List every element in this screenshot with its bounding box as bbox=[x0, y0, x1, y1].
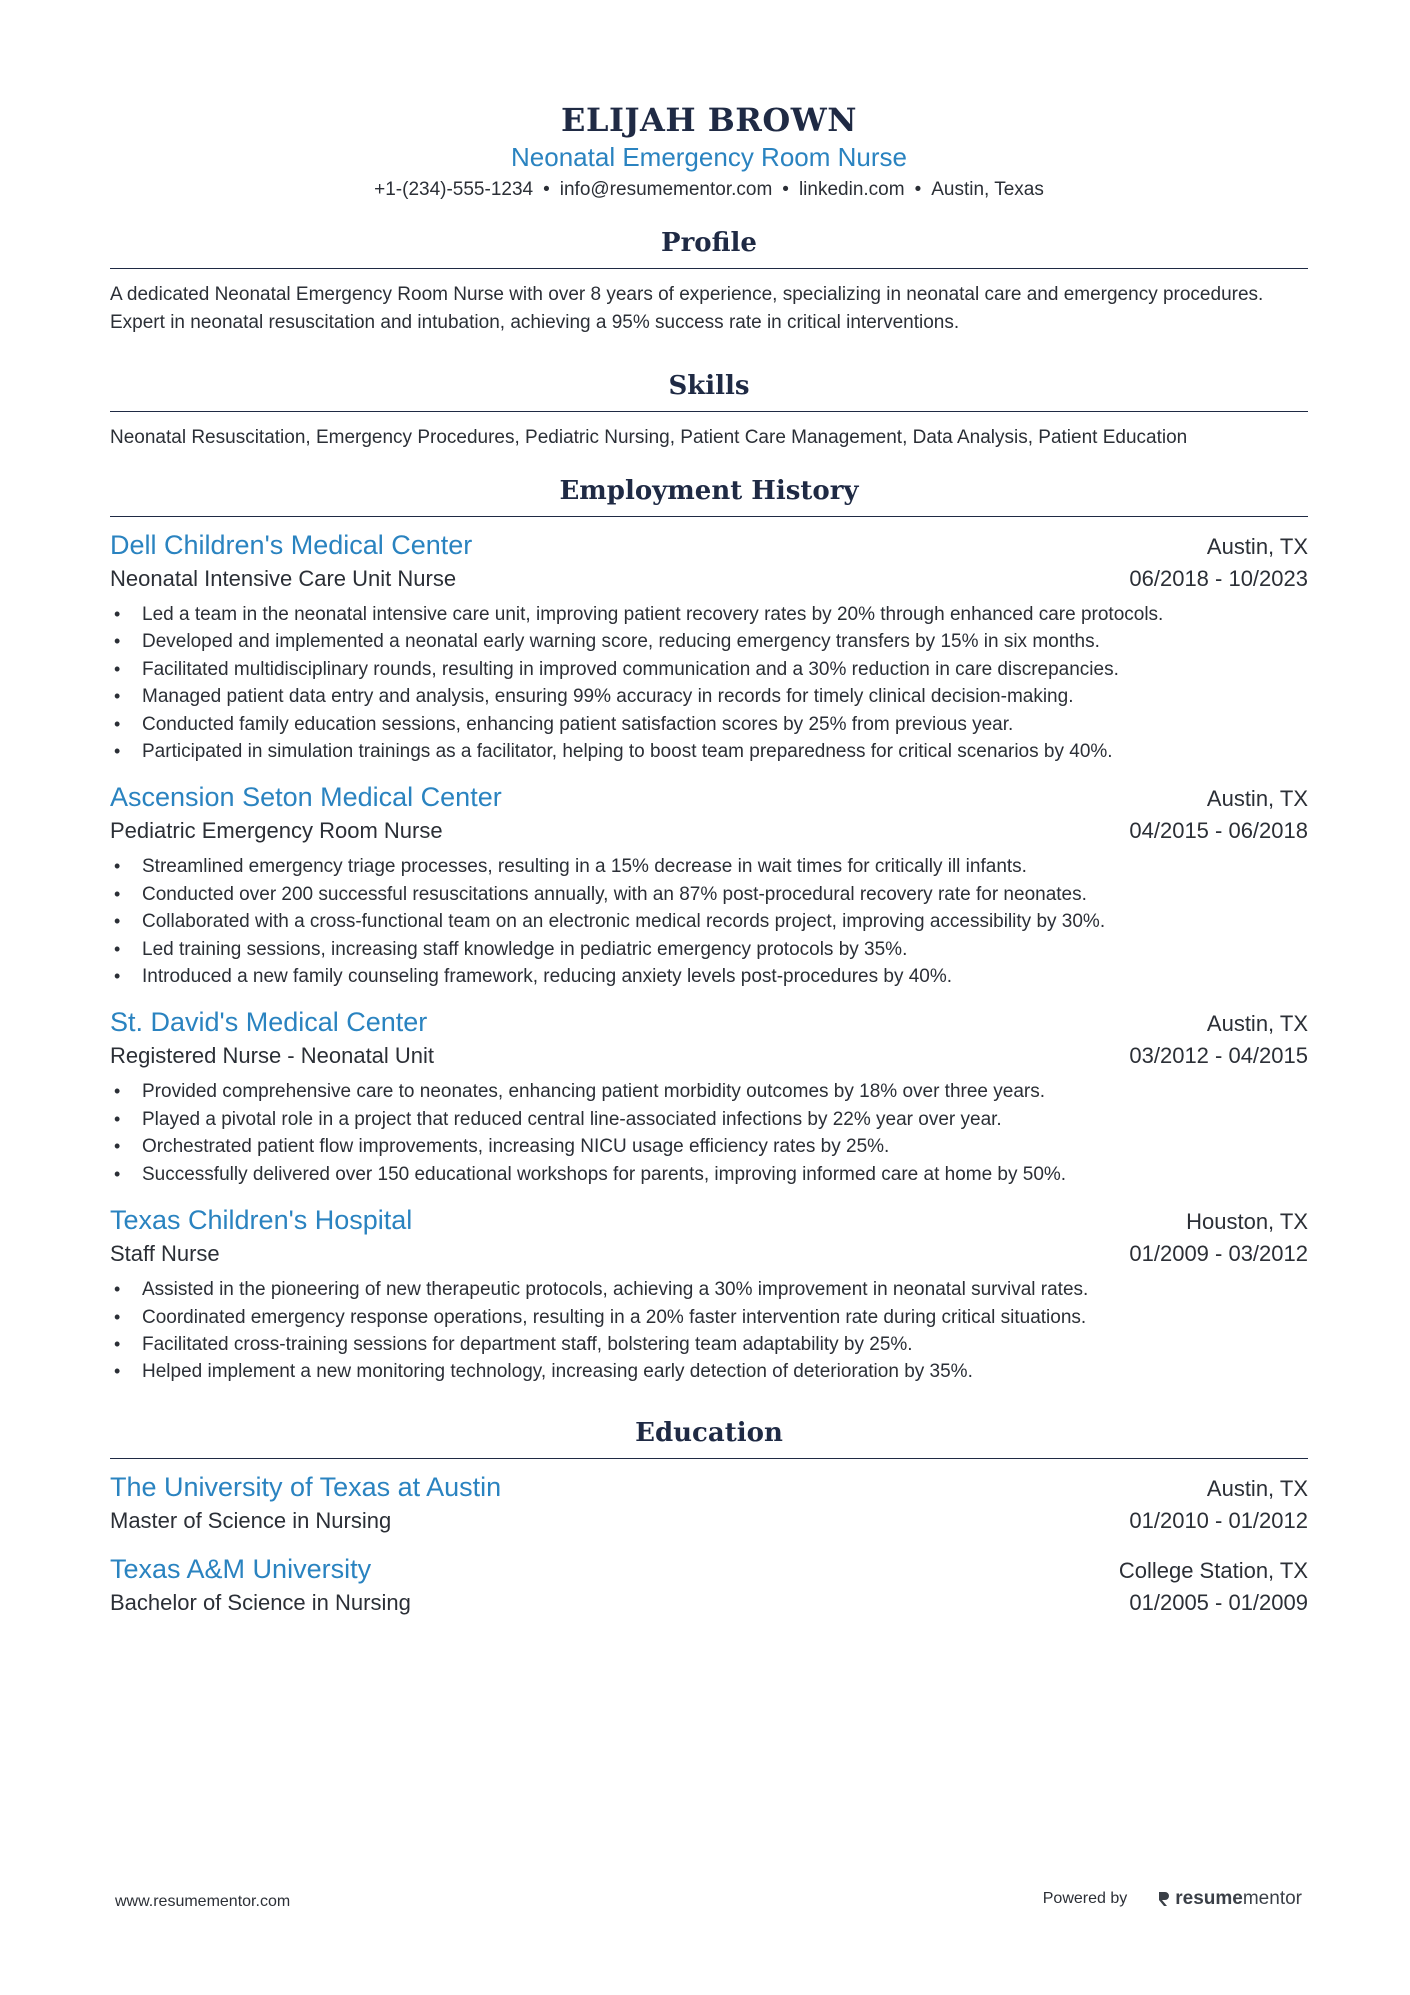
job-bullet: • Successfully delivered over 150 educational workshops for parents, improving informed care at home by 50%. bbox=[110, 1161, 1308, 1188]
section-heading-skills: Skills bbox=[110, 369, 1308, 412]
education-school: The University of Texas at Austin bbox=[110, 1471, 502, 1502]
job-location: Austin, TX bbox=[1206, 534, 1308, 559]
job-company: Texas Children's Hospital bbox=[110, 1205, 413, 1236]
education-location: Austin, TX bbox=[1206, 1475, 1308, 1501]
candidate-name: ELIJAH BROWN bbox=[561, 101, 857, 139]
contact-line bbox=[110, 176, 1308, 204]
contact-linkedin[interactable]: linkedin.com bbox=[798, 179, 905, 200]
contact-email[interactable]: info@resumementor.com bbox=[559, 179, 773, 200]
job-bullet: • Managed patient data entry and analysis, ensuring 99% accuracy in records for timely clinical decision-making. bbox=[110, 683, 1308, 710]
footer-branding bbox=[1043, 1888, 1302, 1910]
job-bullet: • Developed and implemented a neonatal early warning score, reducing emergency transfers by 15% in six months. bbox=[110, 628, 1308, 655]
education-degree: Master of Science in Nursing bbox=[110, 1507, 392, 1533]
job-company: Ascension Seton Medical Center bbox=[110, 782, 502, 813]
job-bullet: • Led training sessions, increasing staff knowledge in pediatric emergency protocols by 35%. bbox=[110, 936, 1308, 963]
education-subheader-row bbox=[110, 1505, 1308, 1537]
education-dates: 01/2010 - 01/2012 bbox=[1129, 1507, 1308, 1533]
job-title: Staff Nurse bbox=[110, 1241, 220, 1267]
profile-section bbox=[110, 226, 1308, 337]
education-header-row bbox=[110, 1551, 1308, 1587]
job-location: Austin, TX bbox=[1206, 786, 1308, 812]
job-bullet: • Conducted family education sessions, enhancing patient satisfaction scores by 25% from previous year. bbox=[110, 711, 1308, 738]
powered-by-label: Powered by bbox=[1042, 1890, 1128, 1907]
section-heading-profile: Profile bbox=[110, 226, 1308, 269]
job-entry bbox=[110, 527, 1308, 765]
job-entry bbox=[110, 1202, 1308, 1386]
education-entry bbox=[110, 1551, 1308, 1619]
job-company: St. David's Medical Center bbox=[110, 1007, 428, 1038]
education-location: College Station, TX bbox=[1118, 1557, 1308, 1583]
section-heading-education: Education bbox=[110, 1416, 1308, 1459]
job-bullet: • Assisted in the pioneering of new therapeutic protocols, achieving a 30% improvement in neonatal survival rates. bbox=[110, 1276, 1308, 1303]
job-entry bbox=[110, 779, 1308, 990]
education-school: Texas A&M University bbox=[110, 1553, 372, 1584]
skills-text: Neonatal Resuscitation, Emergency Procedures, Pediatric Nursing, Patient Care Management, Data Analysis, Patient Education bbox=[110, 427, 1188, 448]
job-subheader-row bbox=[110, 815, 1308, 847]
contact-phone: +1-(234)-555-1234 bbox=[374, 179, 534, 200]
job-subheader-row bbox=[110, 563, 1308, 595]
separator-dot: • bbox=[914, 179, 922, 200]
job-dates: 03/2012 - 04/2015 bbox=[1129, 1043, 1308, 1069]
job-bullet: • Played a pivotal role in a project that reduced central line-associated infections by 22% year over year. bbox=[110, 1106, 1308, 1133]
education-degree: Bachelor of Science in Nursing bbox=[110, 1589, 411, 1615]
brand-name-part1: resume bbox=[1175, 1888, 1243, 1909]
education-header-row bbox=[110, 1469, 1308, 1505]
candidate-role: Neonatal Emergency Room Nurse bbox=[511, 142, 907, 172]
job-subheader-row bbox=[110, 1238, 1308, 1270]
job-bullets bbox=[110, 853, 1308, 990]
resumementor-logo-icon bbox=[1157, 1890, 1171, 1908]
brand-name-part2: mentor bbox=[1242, 1888, 1302, 1909]
contact-location: Austin, Texas bbox=[931, 179, 1044, 200]
job-bullet: • Streamlined emergency triage processes, resulting in a 15% decrease in wait times for critically ill infants. bbox=[110, 853, 1308, 880]
job-bullet: • Provided comprehensive care to neonates, enhancing patient morbidity outcomes by 18% over three years. bbox=[110, 1078, 1308, 1105]
separator-dot: • bbox=[543, 179, 550, 200]
job-bullet: • Participated in simulation trainings as a facilitator, helping to boost team preparedness for critical scenarios by 40%. bbox=[110, 738, 1308, 765]
job-bullet: • Orchestrated patient flow improvements, increasing NICU usage efficiency rates by 25%. bbox=[110, 1133, 1308, 1160]
job-bullet: • Collaborated with a cross-functional team on an electronic medical records project, improving accessibility by 30%. bbox=[110, 908, 1308, 935]
job-header-row bbox=[110, 779, 1308, 815]
job-company: Dell Children's Medical Center bbox=[110, 530, 473, 560]
job-header-row bbox=[110, 527, 1308, 563]
education-dates: 01/2005 - 01/2009 bbox=[1129, 1589, 1308, 1615]
job-bullets bbox=[110, 601, 1308, 765]
job-dates: 01/2009 - 03/2012 bbox=[1129, 1241, 1308, 1267]
job-title: Neonatal Intensive Care Unit Nurse bbox=[110, 566, 457, 591]
resume-header bbox=[110, 0, 1308, 204]
separator-dot: • bbox=[782, 179, 789, 200]
job-bullets bbox=[110, 1078, 1308, 1188]
footer-website[interactable]: www.resumementor.com bbox=[115, 1893, 291, 1910]
job-dates: 04/2015 - 06/2018 bbox=[1129, 818, 1308, 844]
job-title: Registered Nurse - Neonatal Unit bbox=[110, 1043, 435, 1069]
job-bullet: • Facilitated multidisciplinary rounds, resulting in improved communication and a 30% reduction in care discrepancies. bbox=[110, 656, 1308, 683]
job-header-row bbox=[110, 1202, 1308, 1238]
job-location: Houston, TX bbox=[1186, 1209, 1308, 1235]
profile-text: A dedicated Neonatal Emergency Room Nurse with over 8 years of experience, specializing in neonatal care and emergency procedures. Expert in neonatal resuscitation and intubation, achieving a 95% success rate in critical interventions. bbox=[110, 284, 1264, 333]
job-bullet: • Facilitated cross-training sessions for department staff, bolstering team adaptability by 25%. bbox=[110, 1331, 1308, 1358]
section-heading-employment: Employment History bbox=[110, 474, 1308, 517]
job-bullet: • Conducted over 200 successful resuscitations annually, with an 87% post-procedural recovery rate for neonates. bbox=[110, 881, 1308, 908]
job-subheader-row bbox=[110, 1040, 1308, 1072]
job-bullets bbox=[110, 1276, 1308, 1386]
job-bullet: • Coordinated emergency response operations, resulting in a 20% faster intervention rate during critical situations. bbox=[110, 1304, 1308, 1331]
education-section bbox=[110, 1416, 1308, 1619]
employment-section bbox=[110, 474, 1308, 1386]
job-location: Austin, TX bbox=[1206, 1011, 1308, 1037]
resumementor-logo[interactable] bbox=[1157, 1888, 1302, 1910]
resume-page bbox=[110, 0, 1308, 1619]
job-title: Pediatric Emergency Room Nurse bbox=[110, 818, 443, 844]
job-entry bbox=[110, 1004, 1308, 1188]
job-dates: 06/2018 - 10/2023 bbox=[1129, 566, 1308, 591]
skills-section bbox=[110, 369, 1308, 452]
job-bullet: • Introduced a new family counseling framework, reducing anxiety levels post-procedures by 40%. bbox=[110, 963, 1308, 990]
education-subheader-row bbox=[110, 1587, 1308, 1619]
job-bullet: • Led a team in the neonatal intensive care unit, improving patient recovery rates by 20% through enhanced care protocols. bbox=[110, 601, 1308, 628]
job-bullet: • Helped implement a new monitoring technology, increasing early detection of deterioration by 35%. bbox=[110, 1358, 1308, 1385]
education-entry bbox=[110, 1469, 1308, 1537]
job-header-row bbox=[110, 1004, 1308, 1040]
